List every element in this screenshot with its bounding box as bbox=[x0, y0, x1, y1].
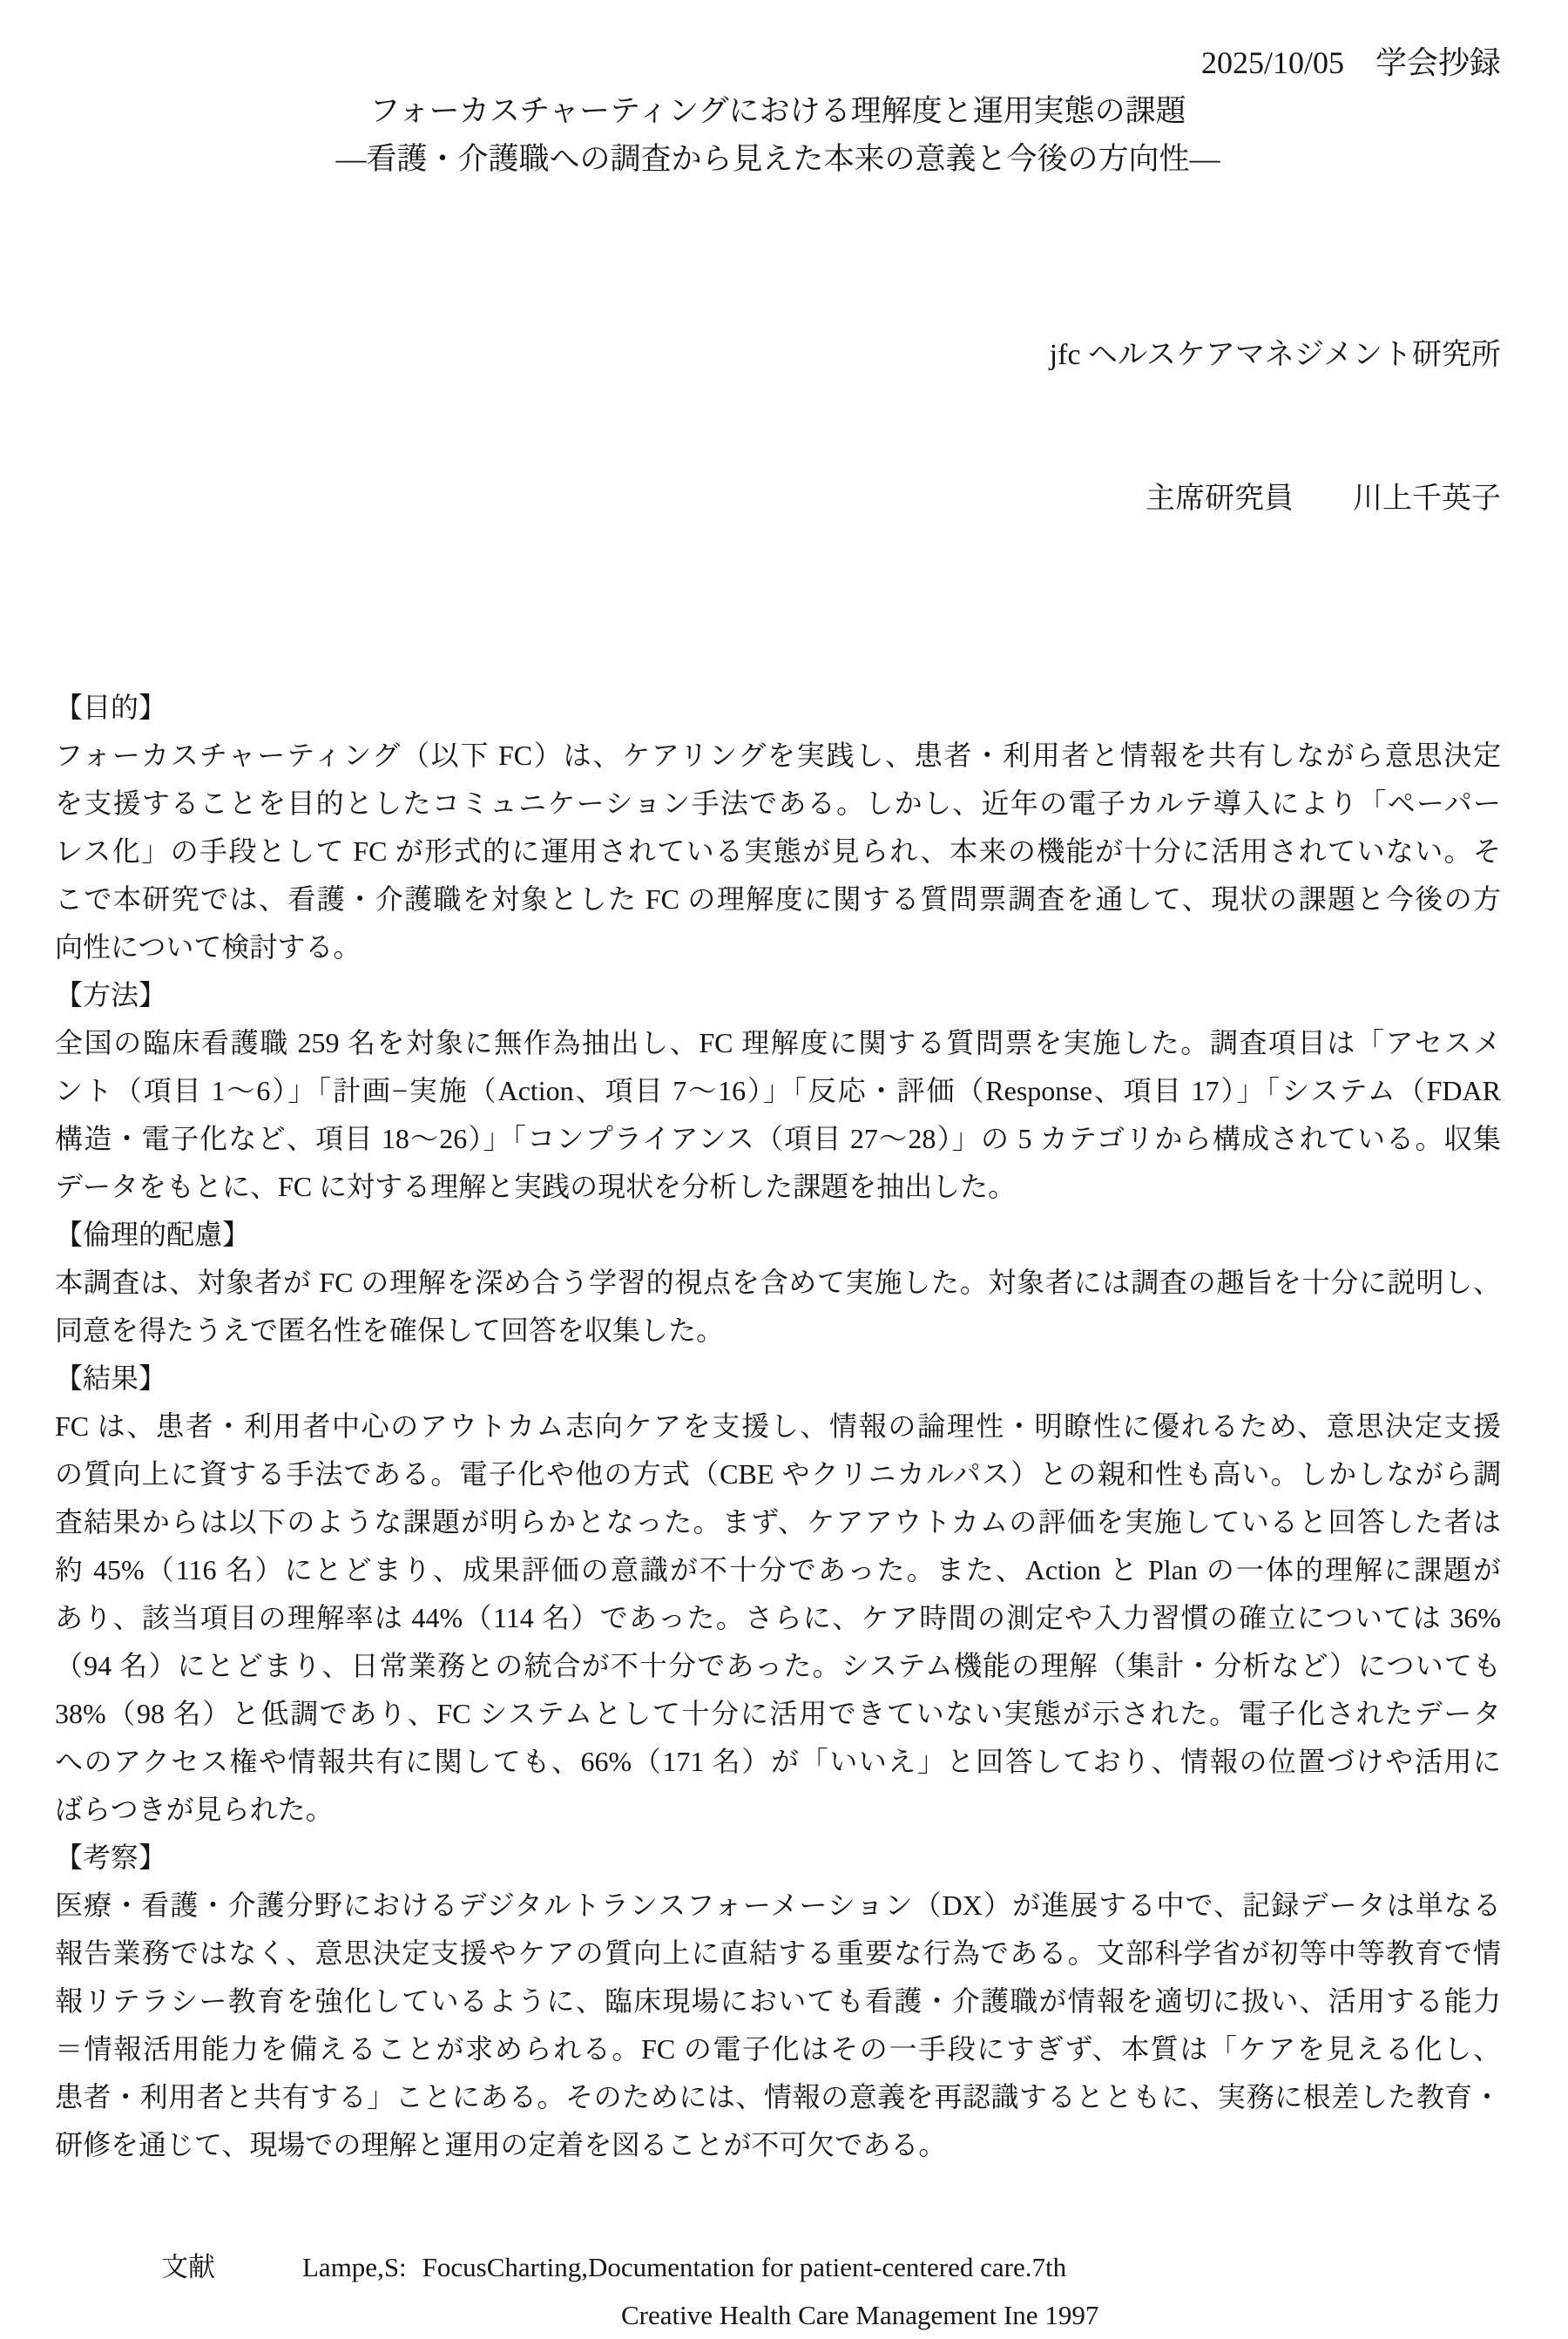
text-line: 38%（98 名）と低調であり、FC システムとして十分に活用できていない実態が示された。電子化されたデータ bbox=[55, 1698, 1501, 1729]
section-heading: 【方法】 bbox=[55, 979, 167, 1011]
text-line: 医療・看護・介護分野におけるデジタルトランスフォーメーション（DX）が進展する中で、記録データは単なる bbox=[55, 1889, 1501, 1921]
text-line: 査結果からは以下のような課題が明らかとなった。まず、ケアアウトカムの評価を実施していると回答した者は bbox=[55, 1506, 1501, 1538]
section-discussion bbox=[55, 1834, 1501, 2169]
text-line: ＝情報活用能力を備えることが求められる。FC の電子化はその一手段にすぎず、本質は「ケアを見える化し、 bbox=[55, 2033, 1501, 2065]
references bbox=[55, 2243, 1501, 2339]
abstract-body bbox=[55, 684, 1501, 2169]
text-line: 全国の臨床看護職 259 名を対象に無作為抽出し、FC 理解度に関する質問票を実施した。調査項目は「アセスメ bbox=[55, 1027, 1501, 1058]
page-title: フォーカスチャーティングにおける理解度と運用実態の課題 bbox=[369, 94, 1186, 128]
text-line: 報告業務ではなく、意思決定支援やケアの質向上に直結する重要な行為である。文部科学省が初等中等教育で情 bbox=[55, 1937, 1501, 1969]
reference-author: Lampe,S: bbox=[302, 2252, 407, 2282]
text-line: 患者・利用者と共有する」ことにある。そのためには、情報の意義を再認識するとともに、実務に根差した教育・ bbox=[55, 2081, 1501, 2113]
text-line: へのアクセス権や情報共有に関しても、66%（171 名）が「いいえ」と回答しており、情報の位置づけや活用に bbox=[55, 1746, 1501, 1777]
text-line: 本調査は、対象者が FC の理解を深め合う学習的視点を含めて実施した。対象者には調査の趣旨を十分に説明し、 bbox=[55, 1267, 1501, 1298]
reference-entry bbox=[55, 2243, 1501, 2291]
text-line: ント（項目 1〜6）」「計画−実施（Action、項目 7〜16）」「反応・評価（Response、項目 17）」「システム（FDAR bbox=[55, 1075, 1501, 1106]
section-objective bbox=[55, 684, 1501, 971]
text-line: の質向上に資する手法である。電子化や他の方式（CBE やクリニカルパス）との親和性も高い。しかしながら調 bbox=[55, 1458, 1501, 1490]
reference-publisher: Creative Health Care Management Ine 1997 bbox=[621, 2300, 1099, 2330]
affiliation: jfc ヘルスケアマネジメント研究所 bbox=[1049, 339, 1501, 371]
text-line: レス化」の手段として FC が形式的に運用されている実態が見られ、本来の機能が十分に活用されていない。そ bbox=[55, 835, 1501, 867]
text-line: あり、該当項目の理解率は 44%（114 名）であった。さらに、ケア時間の測定や入力習慣の確立については 36% bbox=[55, 1602, 1501, 1633]
text-line: フォーカスチャーティング（以下 FC）は、ケアリングを実践し、患者・利用者と情報を共有しながら意思決定 bbox=[55, 740, 1501, 771]
section-heading: 【考察】 bbox=[55, 1842, 167, 1873]
text-line: を支援することを目的としたコミュニケーション手法である。しかし、近年の電子カルテ導入により「ペーパー bbox=[55, 788, 1501, 819]
date-note: 2025/10/05 学会抄録 bbox=[1200, 45, 1501, 80]
text-line: 研修を通じて、現場での理解と運用の定着を図ることが不可欠である。 bbox=[55, 2129, 947, 2160]
text-line: 約 45%（116 名）にとどまり、成果評価の意識が不十分であった。また、Action と Plan の一体的理解に課題が bbox=[55, 1554, 1501, 1585]
page-subtitle: ―看護・介護職への調査から見えた本来の意義と今後の方向性― bbox=[335, 142, 1220, 176]
section-method bbox=[55, 971, 1501, 1211]
section-heading: 【倫理的配慮】 bbox=[55, 1219, 251, 1250]
text-line: 構造・電子化など、項目 18〜26）」「コンプライアンス（項目 27〜28）」の 5 カテゴリから構成されている。収集 bbox=[55, 1123, 1501, 1154]
text-line: 報リテラシー教育を強化しているように、臨床現場においても看護・介護職が情報を適切に扱い、活用する能力 bbox=[55, 1985, 1501, 2017]
text-line: 同意を得たうえで匿名性を確保して回答を収集した。 bbox=[55, 1315, 725, 1346]
text-line: （94 名）にとどまり、日常業務との統合が不十分であった。システム機能の理解（集計・分析など）についても bbox=[55, 1650, 1501, 1681]
author-name: 主席研究員 川上千英子 bbox=[1146, 483, 1501, 515]
text-line: データをもとに、FC に対する理解と実践の現状を分析した課題を抽出した。 bbox=[55, 1171, 1017, 1202]
text-line: 向性について検討する。 bbox=[55, 931, 362, 963]
text-line: FC は、患者・利用者中心のアウトカム志向ケアを支援し、情報の論理性・明瞭性に優れるため、意思決定支援 bbox=[55, 1410, 1501, 1442]
reference-label: 文献 bbox=[161, 2252, 215, 2282]
section-results bbox=[55, 1355, 1501, 1834]
section-heading: 【目的】 bbox=[55, 692, 167, 723]
section-heading: 【結果】 bbox=[55, 1362, 167, 1394]
text-line: こで本研究では、看護・介護職を対象とした FC の理解度に関する質問票調査を通して、現状の課題と今後の方 bbox=[55, 883, 1501, 915]
section-ethics bbox=[55, 1211, 1501, 1355]
author-block bbox=[55, 235, 1501, 619]
text-line: ばらつきが見られた。 bbox=[55, 1794, 334, 1825]
reference-title: FocusCharting,Documentation for patient-centered care.7th bbox=[422, 2252, 1067, 2282]
